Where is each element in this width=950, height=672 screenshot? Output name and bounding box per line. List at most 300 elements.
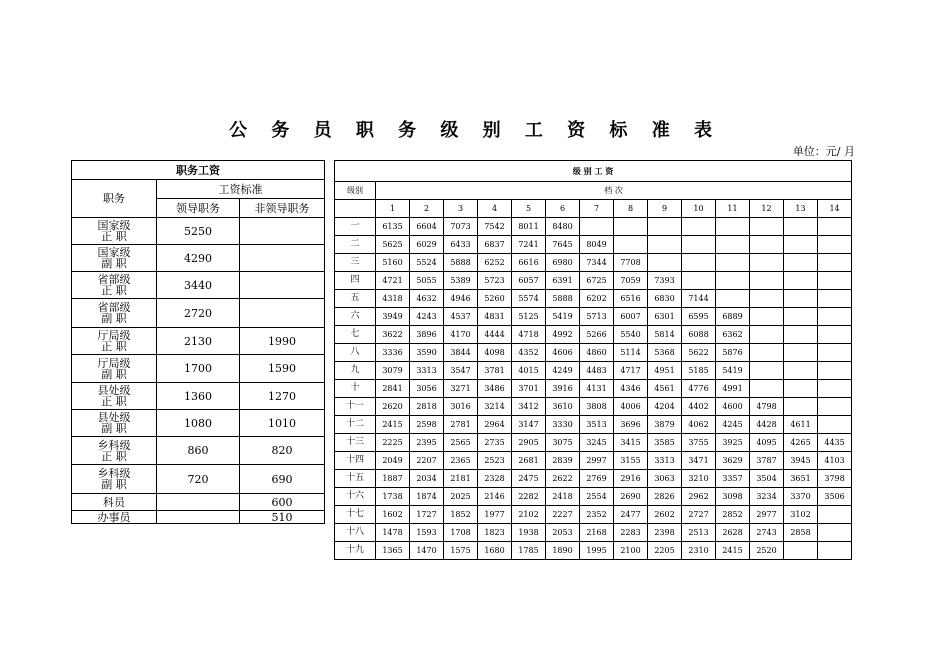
nonleader-salary-cell — [240, 299, 325, 328]
salary-value-cell: 6725 — [580, 272, 614, 290]
salary-value-cell: 3808 — [580, 398, 614, 416]
salary-value-cell: 5368 — [648, 344, 682, 362]
salary-value-cell: 2628 — [716, 524, 750, 542]
salary-value-cell — [818, 344, 852, 362]
level-name-cell: 七 — [335, 326, 376, 344]
salary-value-cell: 1977 — [478, 506, 512, 524]
level-name-cell: 十 — [335, 380, 376, 398]
salary-value-cell: 6391 — [546, 272, 580, 290]
salary-value-cell: 6088 — [682, 326, 716, 344]
position-column-header: 职务 — [72, 180, 157, 218]
level-row — [335, 524, 852, 542]
salary-value-cell: 5713 — [580, 308, 614, 326]
salary-value-cell: 3916 — [546, 380, 580, 398]
salary-value-cell: 3629 — [716, 452, 750, 470]
grade-number-cell: 4 — [478, 200, 512, 218]
level-name-cell: 十二 — [335, 416, 376, 434]
grade-number-cell: 10 — [682, 200, 716, 218]
salary-value-cell: 1680 — [478, 542, 512, 560]
salary-value-cell — [614, 236, 648, 254]
salary-value-cell: 2282 — [512, 488, 546, 506]
level-name-cell: 十五 — [335, 470, 376, 488]
salary-value-cell: 5524 — [410, 254, 444, 272]
salary-value-cell: 3844 — [444, 344, 478, 362]
nonleader-salary-cell — [240, 272, 325, 299]
leader-salary-cell: 720 — [157, 465, 240, 494]
salary-value-cell: 2205 — [648, 542, 682, 560]
position-name-line1: 国家级 — [97, 246, 131, 259]
position-name-line2: 副 职 — [101, 478, 127, 491]
salary-value-cell: 3506 — [818, 488, 852, 506]
leader-column-header: 领导职务 — [157, 199, 240, 218]
level-name-cell: 八 — [335, 344, 376, 362]
position-row — [72, 494, 325, 511]
level-row — [335, 362, 852, 380]
level-name-cell: 十九 — [335, 542, 376, 560]
salary-value-cell — [716, 290, 750, 308]
salary-value-cell: 6980 — [546, 254, 580, 272]
salary-value-cell: 2225 — [376, 434, 410, 452]
leader-salary-cell: 1080 — [157, 410, 240, 437]
level-name-cell: 十七 — [335, 506, 376, 524]
salary-value-cell — [716, 254, 750, 272]
level-name-cell: 五 — [335, 290, 376, 308]
salary-value-cell: 7645 — [546, 236, 580, 254]
salary-value-cell: 5055 — [410, 272, 444, 290]
level-row — [335, 398, 852, 416]
salary-value-cell: 5114 — [614, 344, 648, 362]
salary-value-cell — [818, 218, 852, 236]
salary-value-cell: 3357 — [716, 470, 750, 488]
salary-value-cell: 4015 — [512, 362, 546, 380]
salary-value-cell — [750, 344, 784, 362]
salary-value-cell: 2839 — [546, 452, 580, 470]
salary-value-cell: 5540 — [614, 326, 648, 344]
salary-value-cell: 2053 — [546, 524, 580, 542]
nonleader-salary-cell: 600 — [240, 494, 325, 511]
salary-value-cell: 3147 — [512, 416, 546, 434]
salary-value-cell: 2602 — [648, 506, 682, 524]
salary-value-cell — [682, 236, 716, 254]
salary-value-cell: 2997 — [580, 452, 614, 470]
position-name-cell — [72, 272, 157, 299]
salary-value-cell: 2962 — [682, 488, 716, 506]
salary-value-cell: 4444 — [478, 326, 512, 344]
position-name-cell — [72, 465, 157, 494]
salary-value-cell — [750, 218, 784, 236]
grade-number-cell: 5 — [512, 200, 546, 218]
grade-number-cell: 2 — [410, 200, 444, 218]
salary-value-cell: 4717 — [614, 362, 648, 380]
level-row — [335, 380, 852, 398]
salary-value-cell: 2905 — [512, 434, 546, 452]
salary-value-cell: 6252 — [478, 254, 512, 272]
salary-value-cell: 2513 — [682, 524, 716, 542]
salary-value-cell: 2328 — [478, 470, 512, 488]
salary-value-cell: 7708 — [614, 254, 648, 272]
position-name-line1: 省部级 — [97, 301, 131, 314]
salary-value-cell: 8049 — [580, 236, 614, 254]
nonleader-salary-cell: 1270 — [240, 383, 325, 410]
position-name-cell — [72, 355, 157, 383]
position-name-cell: 科员 — [72, 494, 157, 511]
salary-value-cell: 4991 — [716, 380, 750, 398]
salary-value-cell — [750, 272, 784, 290]
salary-value-cell: 2475 — [512, 470, 546, 488]
salary-value-cell: 3471 — [682, 452, 716, 470]
salary-value-cell: 3075 — [546, 434, 580, 452]
salary-value-cell — [682, 254, 716, 272]
position-name-line2: 副 职 — [101, 312, 127, 325]
leader-salary-cell: 1360 — [157, 383, 240, 410]
salary-value-cell: 3622 — [376, 326, 410, 344]
level-row — [335, 218, 852, 236]
leader-salary-cell: 5250 — [157, 218, 240, 245]
salary-value-cell: 2554 — [580, 488, 614, 506]
level-column-header: 级别 — [335, 182, 376, 200]
salary-value-cell: 6837 — [478, 236, 512, 254]
salary-value-cell: 4946 — [444, 290, 478, 308]
level-name-cell: 十四 — [335, 452, 376, 470]
salary-value-cell: 2565 — [444, 434, 478, 452]
position-row — [72, 383, 325, 410]
salary-value-cell: 6362 — [716, 326, 750, 344]
level-row — [335, 452, 852, 470]
salary-value-cell: 2743 — [750, 524, 784, 542]
salary-value-cell: 2598 — [410, 416, 444, 434]
salary-value-cell: 3896 — [410, 326, 444, 344]
salary-value-cell: 4611 — [784, 416, 818, 434]
salary-value-cell: 3585 — [648, 434, 682, 452]
salary-value-cell — [716, 236, 750, 254]
grade-number-cell: 12 — [750, 200, 784, 218]
salary-value-cell: 3234 — [750, 488, 784, 506]
position-name-cell — [72, 383, 157, 410]
salary-value-cell: 4718 — [512, 326, 546, 344]
salary-value-cell: 1593 — [410, 524, 444, 542]
salary-value-cell: 4561 — [648, 380, 682, 398]
salary-value-cell: 2207 — [410, 452, 444, 470]
salary-value-cell: 4131 — [580, 380, 614, 398]
salary-value-cell: 4062 — [682, 416, 716, 434]
salary-value-cell: 5389 — [444, 272, 478, 290]
page-title: 公 务 员 职 务 级 别 工 资 标 准 表 — [229, 120, 721, 141]
salary-value-cell — [818, 290, 852, 308]
salary-value-cell: 5888 — [444, 254, 478, 272]
salary-value-cell: 4170 — [444, 326, 478, 344]
salary-value-cell: 5419 — [546, 308, 580, 326]
salary-value-cell — [818, 236, 852, 254]
salary-value-cell: 2181 — [444, 470, 478, 488]
salary-value-cell: 3755 — [682, 434, 716, 452]
salary-value-cell: 3214 — [478, 398, 512, 416]
level-salary-table — [334, 160, 852, 560]
salary-value-cell — [818, 272, 852, 290]
level-row — [335, 272, 852, 290]
position-name-cell — [72, 328, 157, 355]
grade-number-cell: 9 — [648, 200, 682, 218]
position-salary-header: 职务工资 — [72, 161, 325, 180]
salary-value-cell: 3486 — [478, 380, 512, 398]
salary-value-cell: 1708 — [444, 524, 478, 542]
position-name-line1: 国家级 — [97, 219, 131, 232]
grade-number-cell: 1 — [376, 200, 410, 218]
salary-value-cell: 3412 — [512, 398, 546, 416]
salary-value-cell: 3701 — [512, 380, 546, 398]
salary-value-cell: 2102 — [512, 506, 546, 524]
leader-salary-cell: 4290 — [157, 245, 240, 272]
salary-value-cell — [648, 254, 682, 272]
salary-value-cell: 4402 — [682, 398, 716, 416]
salary-value-cell: 4798 — [750, 398, 784, 416]
position-name-cell — [72, 410, 157, 437]
salary-value-cell — [818, 254, 852, 272]
position-name-cell — [72, 299, 157, 328]
salary-value-cell: 3696 — [614, 416, 648, 434]
salary-value-cell: 6595 — [682, 308, 716, 326]
salary-value-cell: 6516 — [614, 290, 648, 308]
salary-value-cell: 3063 — [648, 470, 682, 488]
salary-value-cell: 1470 — [410, 542, 444, 560]
level-row — [335, 308, 852, 326]
salary-value-cell: 5814 — [648, 326, 682, 344]
salary-value-cell — [580, 218, 614, 236]
salary-value-cell — [818, 398, 852, 416]
position-name-line2: 正 职 — [101, 395, 127, 408]
salary-value-cell — [818, 380, 852, 398]
level-row — [335, 470, 852, 488]
nonleader-salary-cell: 1590 — [240, 355, 325, 383]
salary-value-cell: 5185 — [682, 362, 716, 380]
level-row — [335, 326, 852, 344]
salary-value-cell — [784, 254, 818, 272]
level-name-cell: 二 — [335, 236, 376, 254]
salary-value-cell: 3879 — [648, 416, 682, 434]
salary-value-cell: 3370 — [784, 488, 818, 506]
position-row — [72, 272, 325, 299]
salary-value-cell: 3513 — [580, 416, 614, 434]
salary-value-cell: 2227 — [546, 506, 580, 524]
position-name-line1: 省部级 — [97, 273, 131, 286]
salary-value-cell: 2818 — [410, 398, 444, 416]
grade-number-cell: 6 — [546, 200, 580, 218]
level-name-cell: 十六 — [335, 488, 376, 506]
level-row — [335, 254, 852, 272]
salary-value-cell — [784, 308, 818, 326]
salary-value-cell: 3098 — [716, 488, 750, 506]
salary-value-cell — [784, 218, 818, 236]
salary-value-cell: 6616 — [512, 254, 546, 272]
salary-value-cell: 3056 — [410, 380, 444, 398]
salary-value-cell: 6057 — [512, 272, 546, 290]
level-row — [335, 236, 852, 254]
position-row — [72, 511, 325, 524]
level-name-cell: 十八 — [335, 524, 376, 542]
salary-value-cell: 2681 — [512, 452, 546, 470]
salary-value-cell: 1575 — [444, 542, 478, 560]
salary-value-cell: 2418 — [546, 488, 580, 506]
salary-value-cell: 2964 — [478, 416, 512, 434]
salary-value-cell: 4776 — [682, 380, 716, 398]
salary-value-cell: 4831 — [478, 308, 512, 326]
position-name-cell — [72, 218, 157, 245]
salary-value-cell: 2310 — [682, 542, 716, 560]
salary-value-cell: 6604 — [410, 218, 444, 236]
salary-value-cell — [818, 362, 852, 380]
salary-value-cell: 2781 — [444, 416, 478, 434]
level-row — [335, 542, 852, 560]
position-row — [72, 465, 325, 494]
salary-value-cell: 2690 — [614, 488, 648, 506]
salary-value-cell — [818, 506, 852, 524]
salary-value-cell — [750, 380, 784, 398]
salary-value-cell — [784, 236, 818, 254]
salary-value-cell: 2034 — [410, 470, 444, 488]
salary-value-cell — [818, 416, 852, 434]
position-row — [72, 299, 325, 328]
salary-value-cell: 3210 — [682, 470, 716, 488]
level-name-cell: 十三 — [335, 434, 376, 452]
level-row — [335, 344, 852, 362]
leader-salary-cell: 1700 — [157, 355, 240, 383]
grade-number-cell: 3 — [444, 200, 478, 218]
salary-value-cell: 2049 — [376, 452, 410, 470]
salary-value-cell: 7241 — [512, 236, 546, 254]
grade-number-cell: 7 — [580, 200, 614, 218]
position-name-line1: 厅局级 — [97, 356, 131, 370]
leader-salary-cell: 2720 — [157, 299, 240, 328]
position-name-line1: 乡科级 — [97, 467, 131, 480]
salary-value-cell: 1478 — [376, 524, 410, 542]
grade-number-cell: 13 — [784, 200, 818, 218]
salary-value-cell: 4243 — [410, 308, 444, 326]
nonleader-column-header: 非领导职务 — [240, 199, 325, 218]
salary-value-cell: 4537 — [444, 308, 478, 326]
level-name-cell: 一 — [335, 218, 376, 236]
salary-value-cell: 7144 — [682, 290, 716, 308]
salary-value-cell: 3016 — [444, 398, 478, 416]
standard-column-header: 工资标准 — [157, 180, 325, 199]
salary-value-cell: 3945 — [784, 452, 818, 470]
grade-number-cell: 14 — [818, 200, 852, 218]
position-name-line2: 正 职 — [101, 340, 127, 353]
salary-value-cell: 4346 — [614, 380, 648, 398]
nonleader-salary-cell: 690 — [240, 465, 325, 494]
position-name-line1: 县处级 — [97, 411, 131, 424]
salary-value-cell: 4951 — [648, 362, 682, 380]
salary-value-cell: 5574 — [512, 290, 546, 308]
salary-value-cell: 3610 — [546, 398, 580, 416]
salary-value-cell: 3651 — [784, 470, 818, 488]
grade-number-cell: 8 — [614, 200, 648, 218]
position-row — [72, 410, 325, 437]
salary-value-cell: 4860 — [580, 344, 614, 362]
salary-value-cell: 5266 — [580, 326, 614, 344]
position-row — [72, 355, 325, 383]
salary-value-cell: 6202 — [580, 290, 614, 308]
salary-value-cell: 3781 — [478, 362, 512, 380]
salary-value-cell: 4721 — [376, 272, 410, 290]
salary-value-cell: 3787 — [750, 452, 784, 470]
position-name-cell — [72, 245, 157, 272]
salary-value-cell: 2477 — [614, 506, 648, 524]
position-name-cell: 办事员 — [72, 511, 157, 524]
salary-value-cell — [818, 524, 852, 542]
salary-value-cell: 4428 — [750, 416, 784, 434]
salary-value-cell: 2620 — [376, 398, 410, 416]
salary-value-cell: 4006 — [614, 398, 648, 416]
salary-value-cell — [784, 344, 818, 362]
salary-value-cell — [716, 272, 750, 290]
position-name-cell — [72, 437, 157, 465]
salary-value-cell: 2520 — [750, 542, 784, 560]
salary-value-cell — [784, 362, 818, 380]
salary-value-cell: 7059 — [614, 272, 648, 290]
level-row — [335, 488, 852, 506]
salary-value-cell: 5419 — [716, 362, 750, 380]
salary-value-cell: 2352 — [580, 506, 614, 524]
salary-value-cell: 3504 — [750, 470, 784, 488]
salary-value-cell: 6433 — [444, 236, 478, 254]
salary-value-cell — [784, 380, 818, 398]
leader-salary-cell — [157, 494, 240, 511]
position-salary-table — [71, 160, 325, 524]
position-row — [72, 218, 325, 245]
salary-value-cell — [750, 362, 784, 380]
salary-value-cell: 6007 — [614, 308, 648, 326]
nonleader-salary-cell — [240, 218, 325, 245]
salary-value-cell: 2415 — [716, 542, 750, 560]
salary-value-cell: 1938 — [512, 524, 546, 542]
salary-value-cell: 2826 — [648, 488, 682, 506]
salary-value-cell: 3590 — [410, 344, 444, 362]
salary-value-cell: 1874 — [410, 488, 444, 506]
salary-value-cell: 5125 — [512, 308, 546, 326]
salary-value-cell: 2283 — [614, 524, 648, 542]
salary-value-cell: 4095 — [750, 434, 784, 452]
salary-value-cell: 2523 — [478, 452, 512, 470]
salary-value-cell: 3949 — [376, 308, 410, 326]
leader-salary-cell: 860 — [157, 437, 240, 465]
salary-value-cell: 1852 — [444, 506, 478, 524]
nonleader-salary-cell — [240, 245, 325, 272]
salary-value-cell: 2146 — [478, 488, 512, 506]
salary-value-cell: 3547 — [444, 362, 478, 380]
nonleader-salary-cell: 510 — [240, 511, 325, 524]
level-name-cell: 三 — [335, 254, 376, 272]
salary-value-cell: 4098 — [478, 344, 512, 362]
salary-value-cell — [716, 218, 750, 236]
position-name-line1: 县处级 — [97, 384, 131, 397]
position-name-line2: 正 职 — [101, 284, 127, 297]
grade-column-header: 档 次 — [376, 182, 852, 200]
salary-value-cell: 6301 — [648, 308, 682, 326]
level-name-cell: 九 — [335, 362, 376, 380]
salary-value-cell: 3313 — [648, 452, 682, 470]
leader-salary-cell: 3440 — [157, 272, 240, 299]
salary-value-cell — [818, 308, 852, 326]
salary-value-cell: 2769 — [580, 470, 614, 488]
salary-value-cell: 3330 — [546, 416, 580, 434]
salary-value-cell: 5625 — [376, 236, 410, 254]
salary-value-cell: 2398 — [648, 524, 682, 542]
position-name-line2: 正 职 — [101, 449, 127, 463]
level-name-cell: 十一 — [335, 398, 376, 416]
salary-value-cell: 4632 — [410, 290, 444, 308]
position-row — [72, 245, 325, 272]
salary-value-cell: 1602 — [376, 506, 410, 524]
nonleader-salary-cell: 820 — [240, 437, 325, 465]
